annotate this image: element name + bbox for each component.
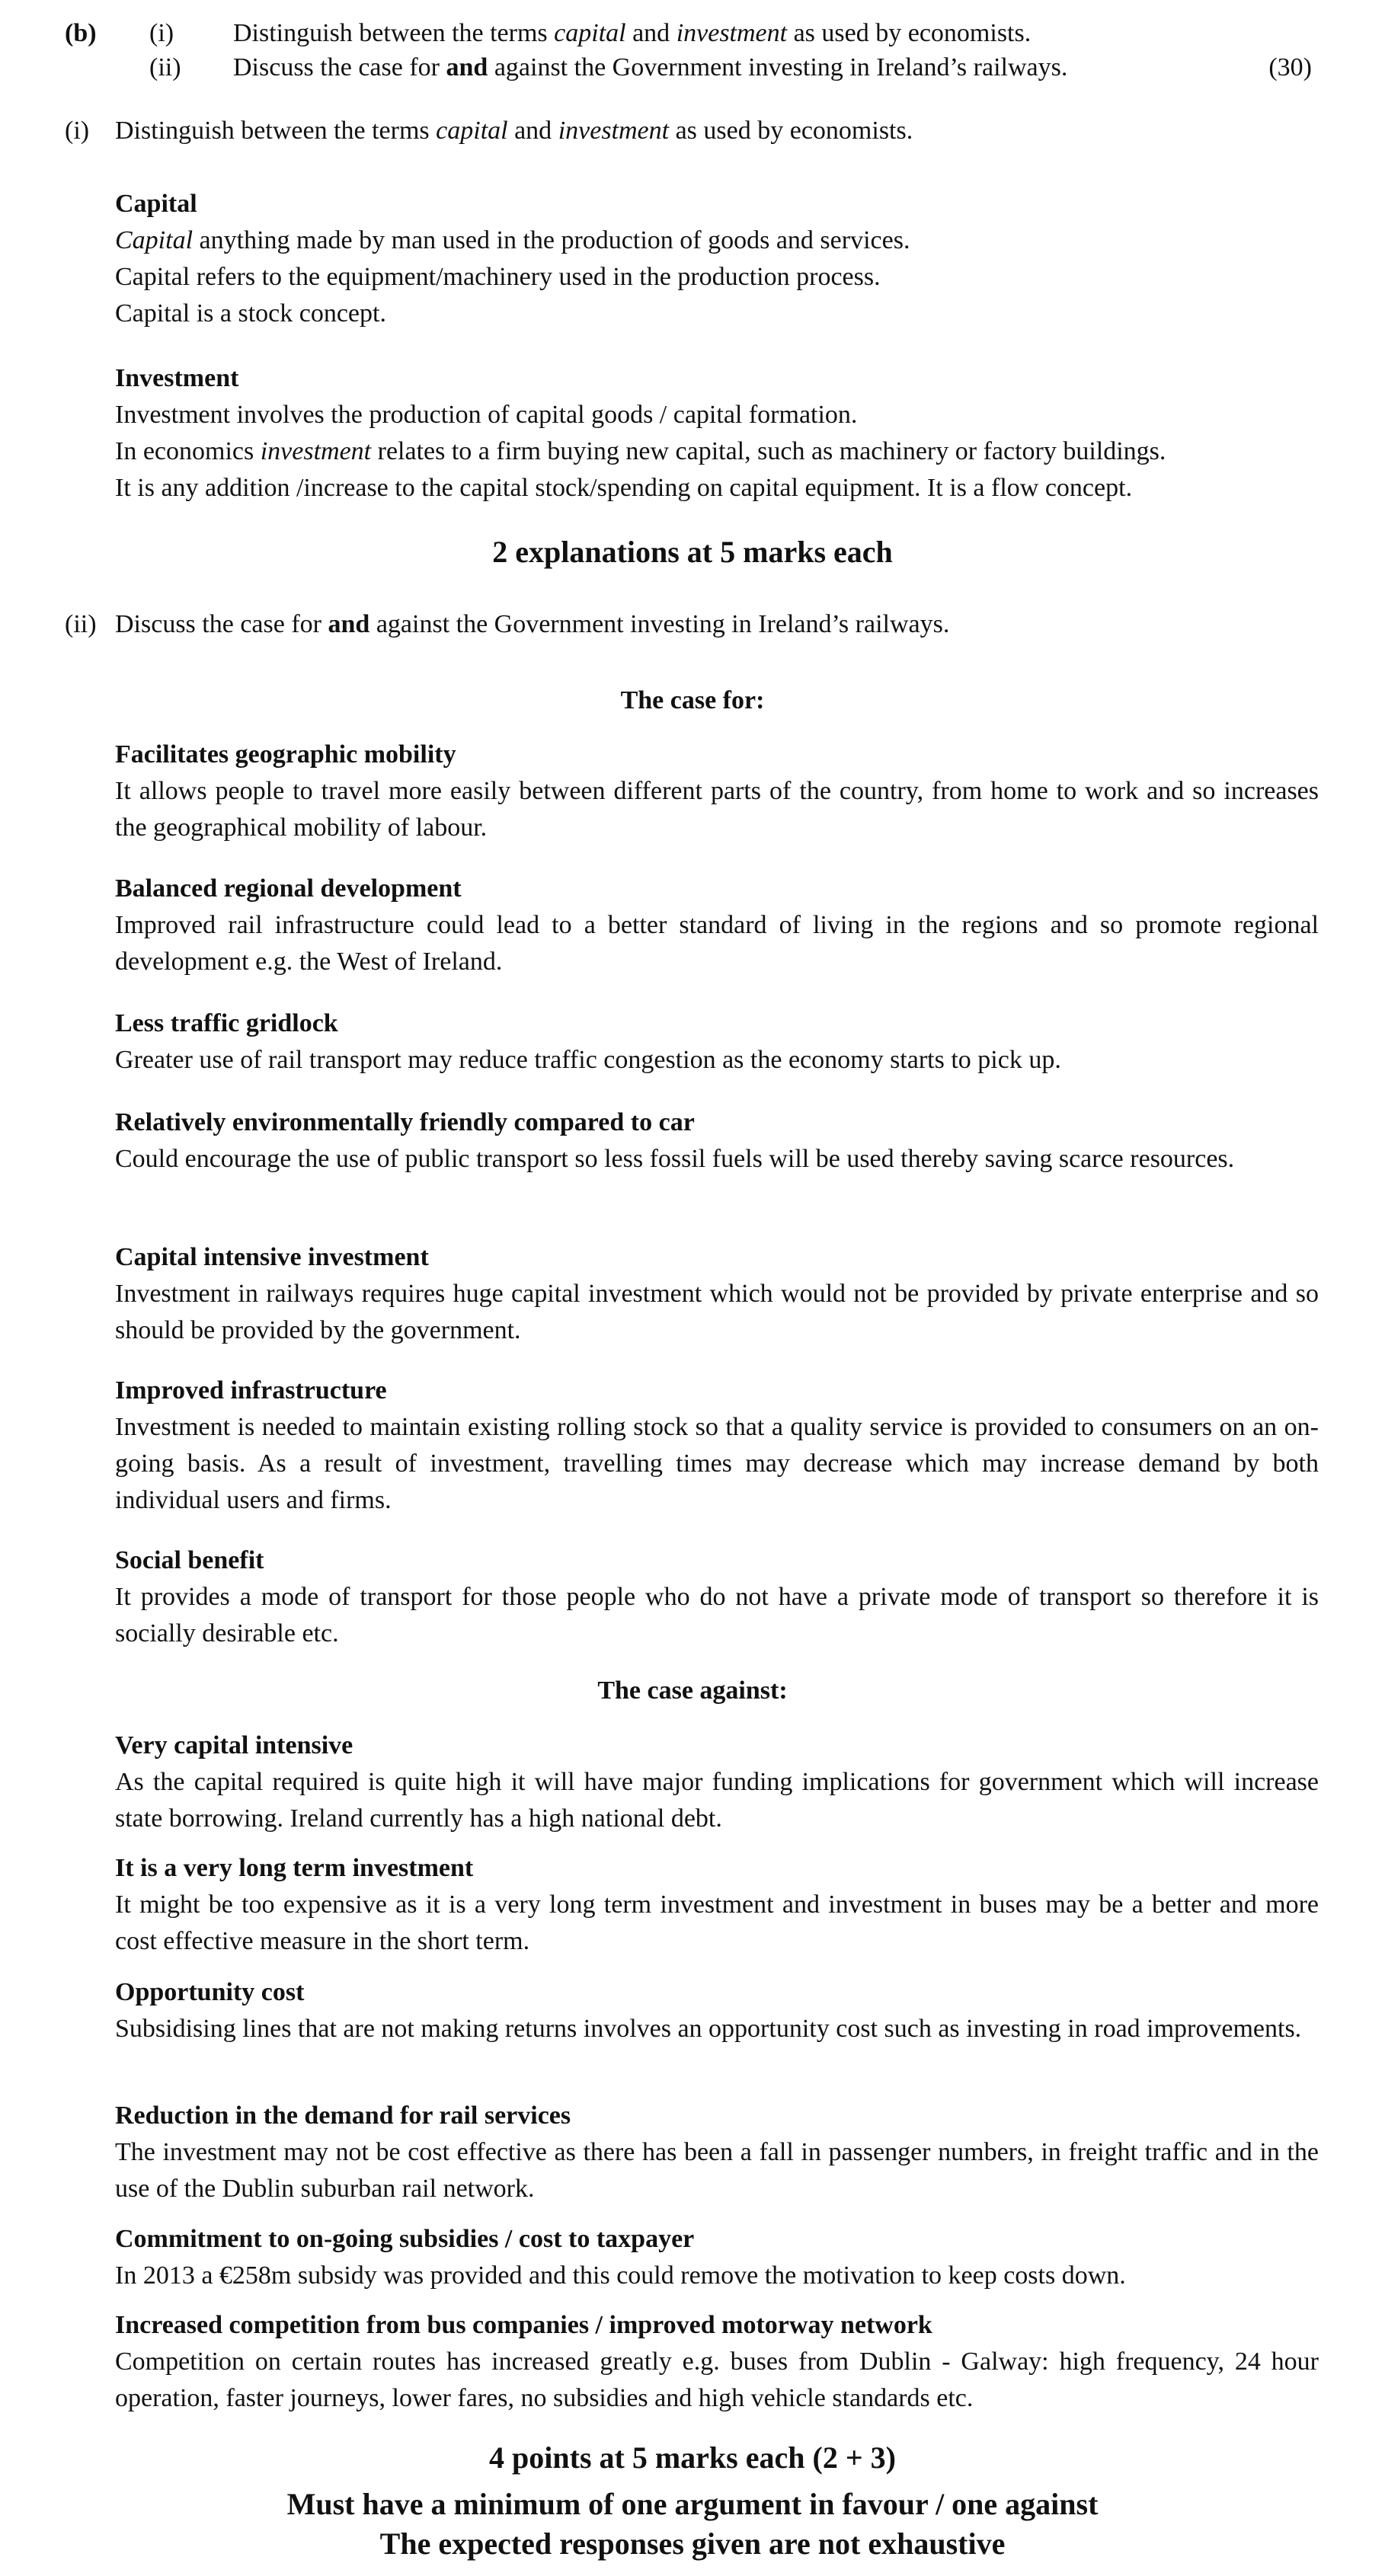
disclaimer-note: The expected responses given are not exhaustive — [379, 2526, 1006, 2561]
argument-text: As the capital required is quite high it will have major funding implications for government which will increase state borrowing. Ireland currently has a high national debt. — [115, 1768, 1319, 1833]
investment-line: It is any addition /increase to the capital stock/spending on capital equipment. It is a flow concept. — [115, 474, 1133, 502]
argument-heading: Capital intensive investment — [115, 1243, 429, 1271]
argument-text: Subsidising lines that are not making returns involves an opportunity cost such as investing in road improvements. — [115, 2015, 1302, 2043]
item-i-label: (i) — [149, 19, 174, 47]
part-i-question: Distinguish between the terms capital and investment as used by economists. — [115, 117, 913, 145]
argument-heading: Balanced regional development — [115, 874, 462, 903]
argument-text: Improved rail infrastructure could lead to a better standard of living in the regions and so promote regional development e.g. the West of Ireland. — [115, 911, 1319, 976]
argument-text: Could encourage the use of public transport so less fossil fuels will be used thereby saving scarce resources. — [115, 1145, 1235, 1173]
case-for-item — [115, 1005, 1319, 1079]
case-against-item — [115, 2221, 1319, 2294]
case-against-item — [115, 1850, 1319, 1960]
argument-heading: Improved infrastructure — [115, 1376, 387, 1405]
investment-line: Investment involves the production of capital goods / capital formation. — [115, 401, 858, 429]
capital-definition — [115, 186, 1319, 332]
capital-heading: Capital — [115, 190, 197, 218]
case-for-item — [115, 1239, 1319, 1349]
argument-heading: Reduction in the demand for rail services — [115, 2101, 571, 2130]
part-i-marks-note: 2 explanations at 5 marks each — [492, 535, 893, 569]
case-against-item — [115, 2307, 1319, 2417]
argument-heading: Very capital intensive — [115, 1731, 353, 1759]
case-for-item — [115, 737, 1319, 846]
total-marks: (30) — [1268, 53, 1312, 81]
case-for-item — [115, 871, 1319, 980]
investment-line: In economics investment relates to a firm buying new capital, such as machinery or factory buildings. — [115, 437, 1166, 465]
argument-heading: Facilitates geographic mobility — [115, 740, 456, 769]
investment-definition — [115, 360, 1319, 507]
investment-heading: Investment — [115, 364, 239, 392]
argument-heading: Less traffic gridlock — [115, 1009, 338, 1037]
part-ii-marks-note: 4 points at 5 marks each (2 + 3) — [489, 2440, 896, 2475]
requirement-note: Must have a minimum of one argument in favour / one against — [286, 2487, 1099, 2521]
argument-text: The investment may not be cost effective as there has been a fall in passenger numbers, in freight traffic and in the use of the Dublin suburban rail network. — [115, 2138, 1319, 2203]
case-against-title: The case against: — [597, 1676, 788, 1705]
argument-heading: Increased competition from bus companies / improved motorway network — [115, 2311, 932, 2339]
argument-text: Investment in railways requires huge capital investment which would not be provided by private enterprise and so should be provided by the government. — [115, 1280, 1319, 1344]
part-ii-label: (ii) — [65, 610, 97, 638]
case-against-item — [115, 2098, 1319, 2207]
part-ii-question: Discuss the case for and against the Government investing in Ireland’s railways. — [115, 610, 950, 638]
case-for-item — [115, 1104, 1319, 1178]
argument-text: It might be too expensive as it is a very long term investment and investment in buses may be a better and more cost effective measure in the short term. — [115, 1890, 1319, 1955]
case-against-item — [115, 1974, 1319, 2047]
argument-heading: Commitment to on-going subsidies / cost to taxpayer — [115, 2225, 695, 2253]
case-against-item — [115, 1727, 1319, 1837]
capital-line: Capital anything made by man used in the production of goods and services. — [115, 226, 910, 254]
part-i-label: (i) — [65, 117, 90, 145]
argument-text: It allows people to travel more easily between different parts of the country, from home to work and so increases the geographical mobility of labour. — [115, 777, 1319, 842]
argument-heading: It is a very long term investment — [115, 1854, 474, 1882]
argument-text: It provides a mode of transport for those people who do not have a private mode of transport so therefore it is socially desirable etc. — [115, 1583, 1319, 1648]
argument-text: Competition on certain routes has increased greatly e.g. buses from Dublin - Galway: high frequency, 24 hour operation, faster journeys, lower fares, no subsidies and high vehicle standards etc. — [115, 2347, 1319, 2412]
argument-text: In 2013 a €258m subsidy was provided and this could remove the motivation to keep costs down. — [115, 2261, 1126, 2290]
argument-text: Investment is needed to maintain existing rolling stock so that a quality service is provided to consumers on an on-going basis. As a result of investment, travelling times may decrease which may increase demand by both individual users and firms. — [115, 1413, 1319, 1514]
part-label: (b) — [65, 19, 97, 47]
item-i-text: Distinguish between the terms capital and investment as used by economists. — [233, 19, 1032, 47]
capital-line: Capital is a stock concept. — [115, 299, 386, 328]
case-for-title: The case for: — [620, 686, 765, 714]
case-for-item — [115, 1542, 1319, 1652]
capital-line: Capital refers to the equipment/machinery used in the production process. — [115, 263, 881, 291]
argument-text: Greater use of rail transport may reduce traffic congestion as the economy starts to pick up. — [115, 1046, 1061, 1074]
argument-heading: Social benefit — [115, 1546, 264, 1574]
item-ii-label: (ii) — [149, 53, 181, 81]
argument-heading: Relatively environmentally friendly compared to car — [115, 1108, 695, 1136]
argument-heading: Opportunity cost — [115, 1978, 305, 2006]
item-ii-text: Discuss the case for and against the Government investing in Ireland’s railways. — [233, 53, 1068, 81]
case-for-item — [115, 1373, 1319, 1519]
